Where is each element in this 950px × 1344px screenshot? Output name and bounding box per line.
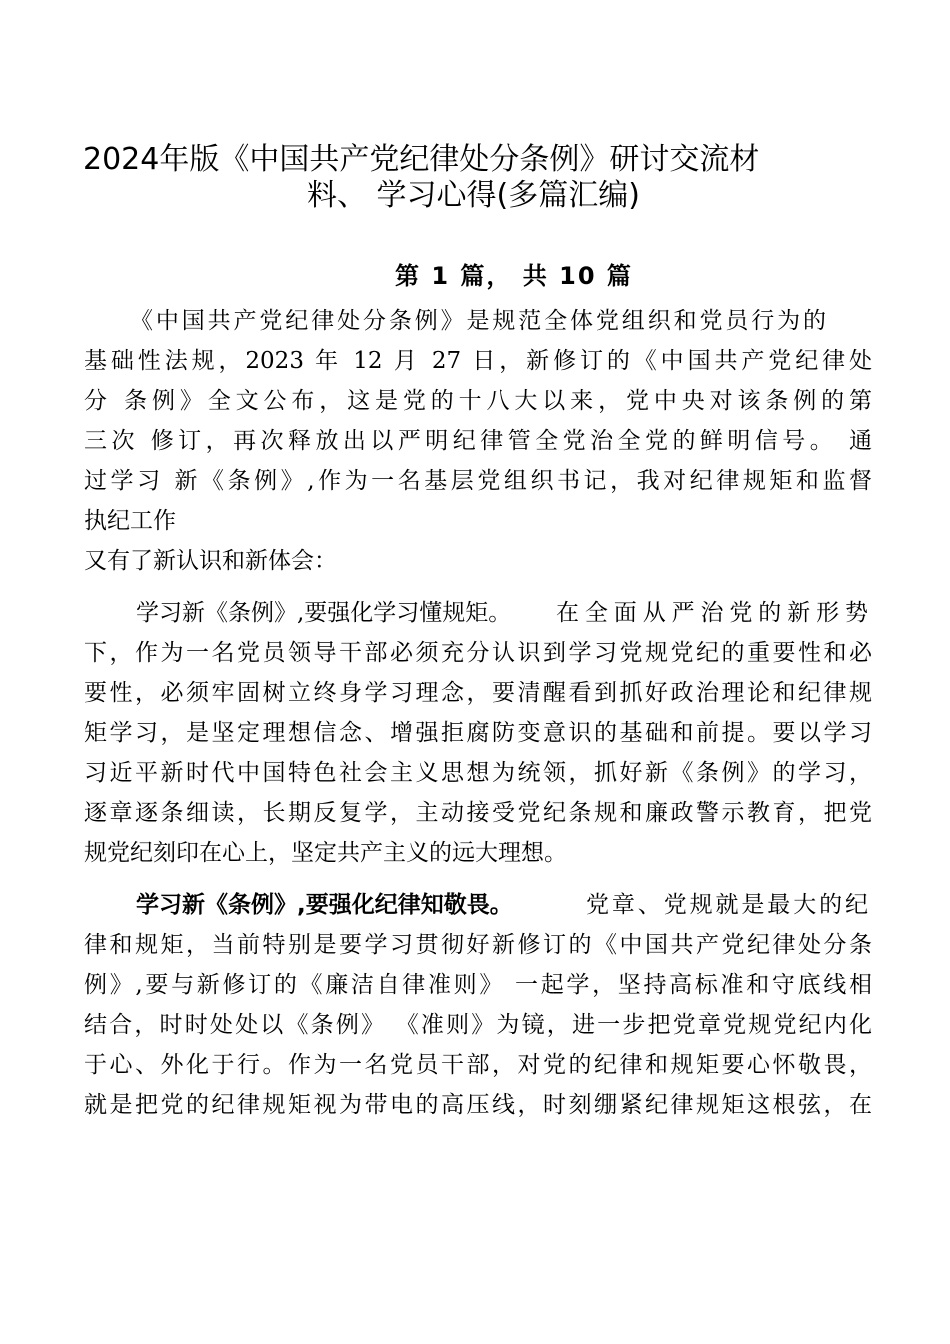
document-title-line-1: 2024年版《中国共产党纪律处分条例》研讨交流材 bbox=[83, 142, 760, 177]
intro-line: 基础性法规，2023 年 12 月 27 日，新修订的《中国共产党纪律处 bbox=[84, 348, 872, 374]
intro-line: 《中国共产党纪律处分条例》是规范全体党组织和党员行为的 bbox=[130, 308, 826, 334]
intro-line: 执纪工作 bbox=[84, 508, 176, 534]
section-1-line: 下，作为一名党员领导干部必须充分认识到学习党规党纪的重要性和必 bbox=[84, 640, 872, 666]
section-1-lead: 学习新《条例》,要强化学习懂规矩。 bbox=[136, 600, 512, 626]
section-1-line: 规党纪刻印在心上，坚定共产主义的远大理想。 bbox=[84, 840, 567, 866]
section-1-line: 在全面从严治党的新形势 bbox=[556, 600, 868, 626]
section-2-lead: 学习新《条例》,要强化纪律知敬畏。 bbox=[136, 892, 513, 918]
document-title-line-2: 料、 学习心得(多篇汇编) bbox=[307, 178, 640, 213]
section-2-line: 结合，时时处处以《条例》 《准则》为镜，进一步把党章党规党纪内化 bbox=[84, 1012, 872, 1038]
section-2-line: 就是把党的纪律规矩视为带电的高压线，时刻绷紧纪律规矩这根弦，在 bbox=[84, 1092, 872, 1118]
intro-line: 分 条例》全文公布，这是党的十八大以来，党中央对该条例的第 bbox=[84, 388, 872, 414]
section-2-line: 例》,要与新修订的《廉洁自律准则》 一起学，坚持高标准和守底线相 bbox=[84, 972, 872, 998]
intro-line: 又有了新认识和新体会： bbox=[84, 548, 337, 574]
section-1-line: 矩学习，是坚定理想信念、增强拒腐防变意识的基础和前提。要以学习 bbox=[84, 720, 872, 746]
section-2-line: 于心、外化于行。作为一名党员干部，对党的纪律和规矩要心怀敬畏， bbox=[84, 1052, 872, 1078]
intro-line: 三次 修订，再次释放出以严明纪律管全党治全党的鲜明信号。 通 bbox=[84, 428, 872, 454]
intro-line: 过学习 新《条例》,作为一名基层党组织书记，我对纪律规矩和监督 bbox=[84, 468, 872, 494]
section-2-line: 律和规矩，当前特别是要学习贯彻好新修订的《中国共产党纪律处分条 bbox=[84, 932, 872, 958]
section-1-line: 逐章逐条细读，长期反复学，主动接受党纪条规和廉政警示教育，把党 bbox=[84, 800, 872, 826]
section-1-line: 习近平新时代中国特色社会主义思想为统领，抓好新《条例》的学习， bbox=[84, 760, 872, 786]
part-indicator: 第 1 篇， 共 10 篇 bbox=[395, 262, 633, 290]
section-2-line: 党章、党规就是最大的纪 bbox=[586, 892, 868, 918]
section-1-line: 要性，必须牢固树立终身学习理念，要清醒看到抓好政治理论和纪律规 bbox=[84, 680, 872, 706]
